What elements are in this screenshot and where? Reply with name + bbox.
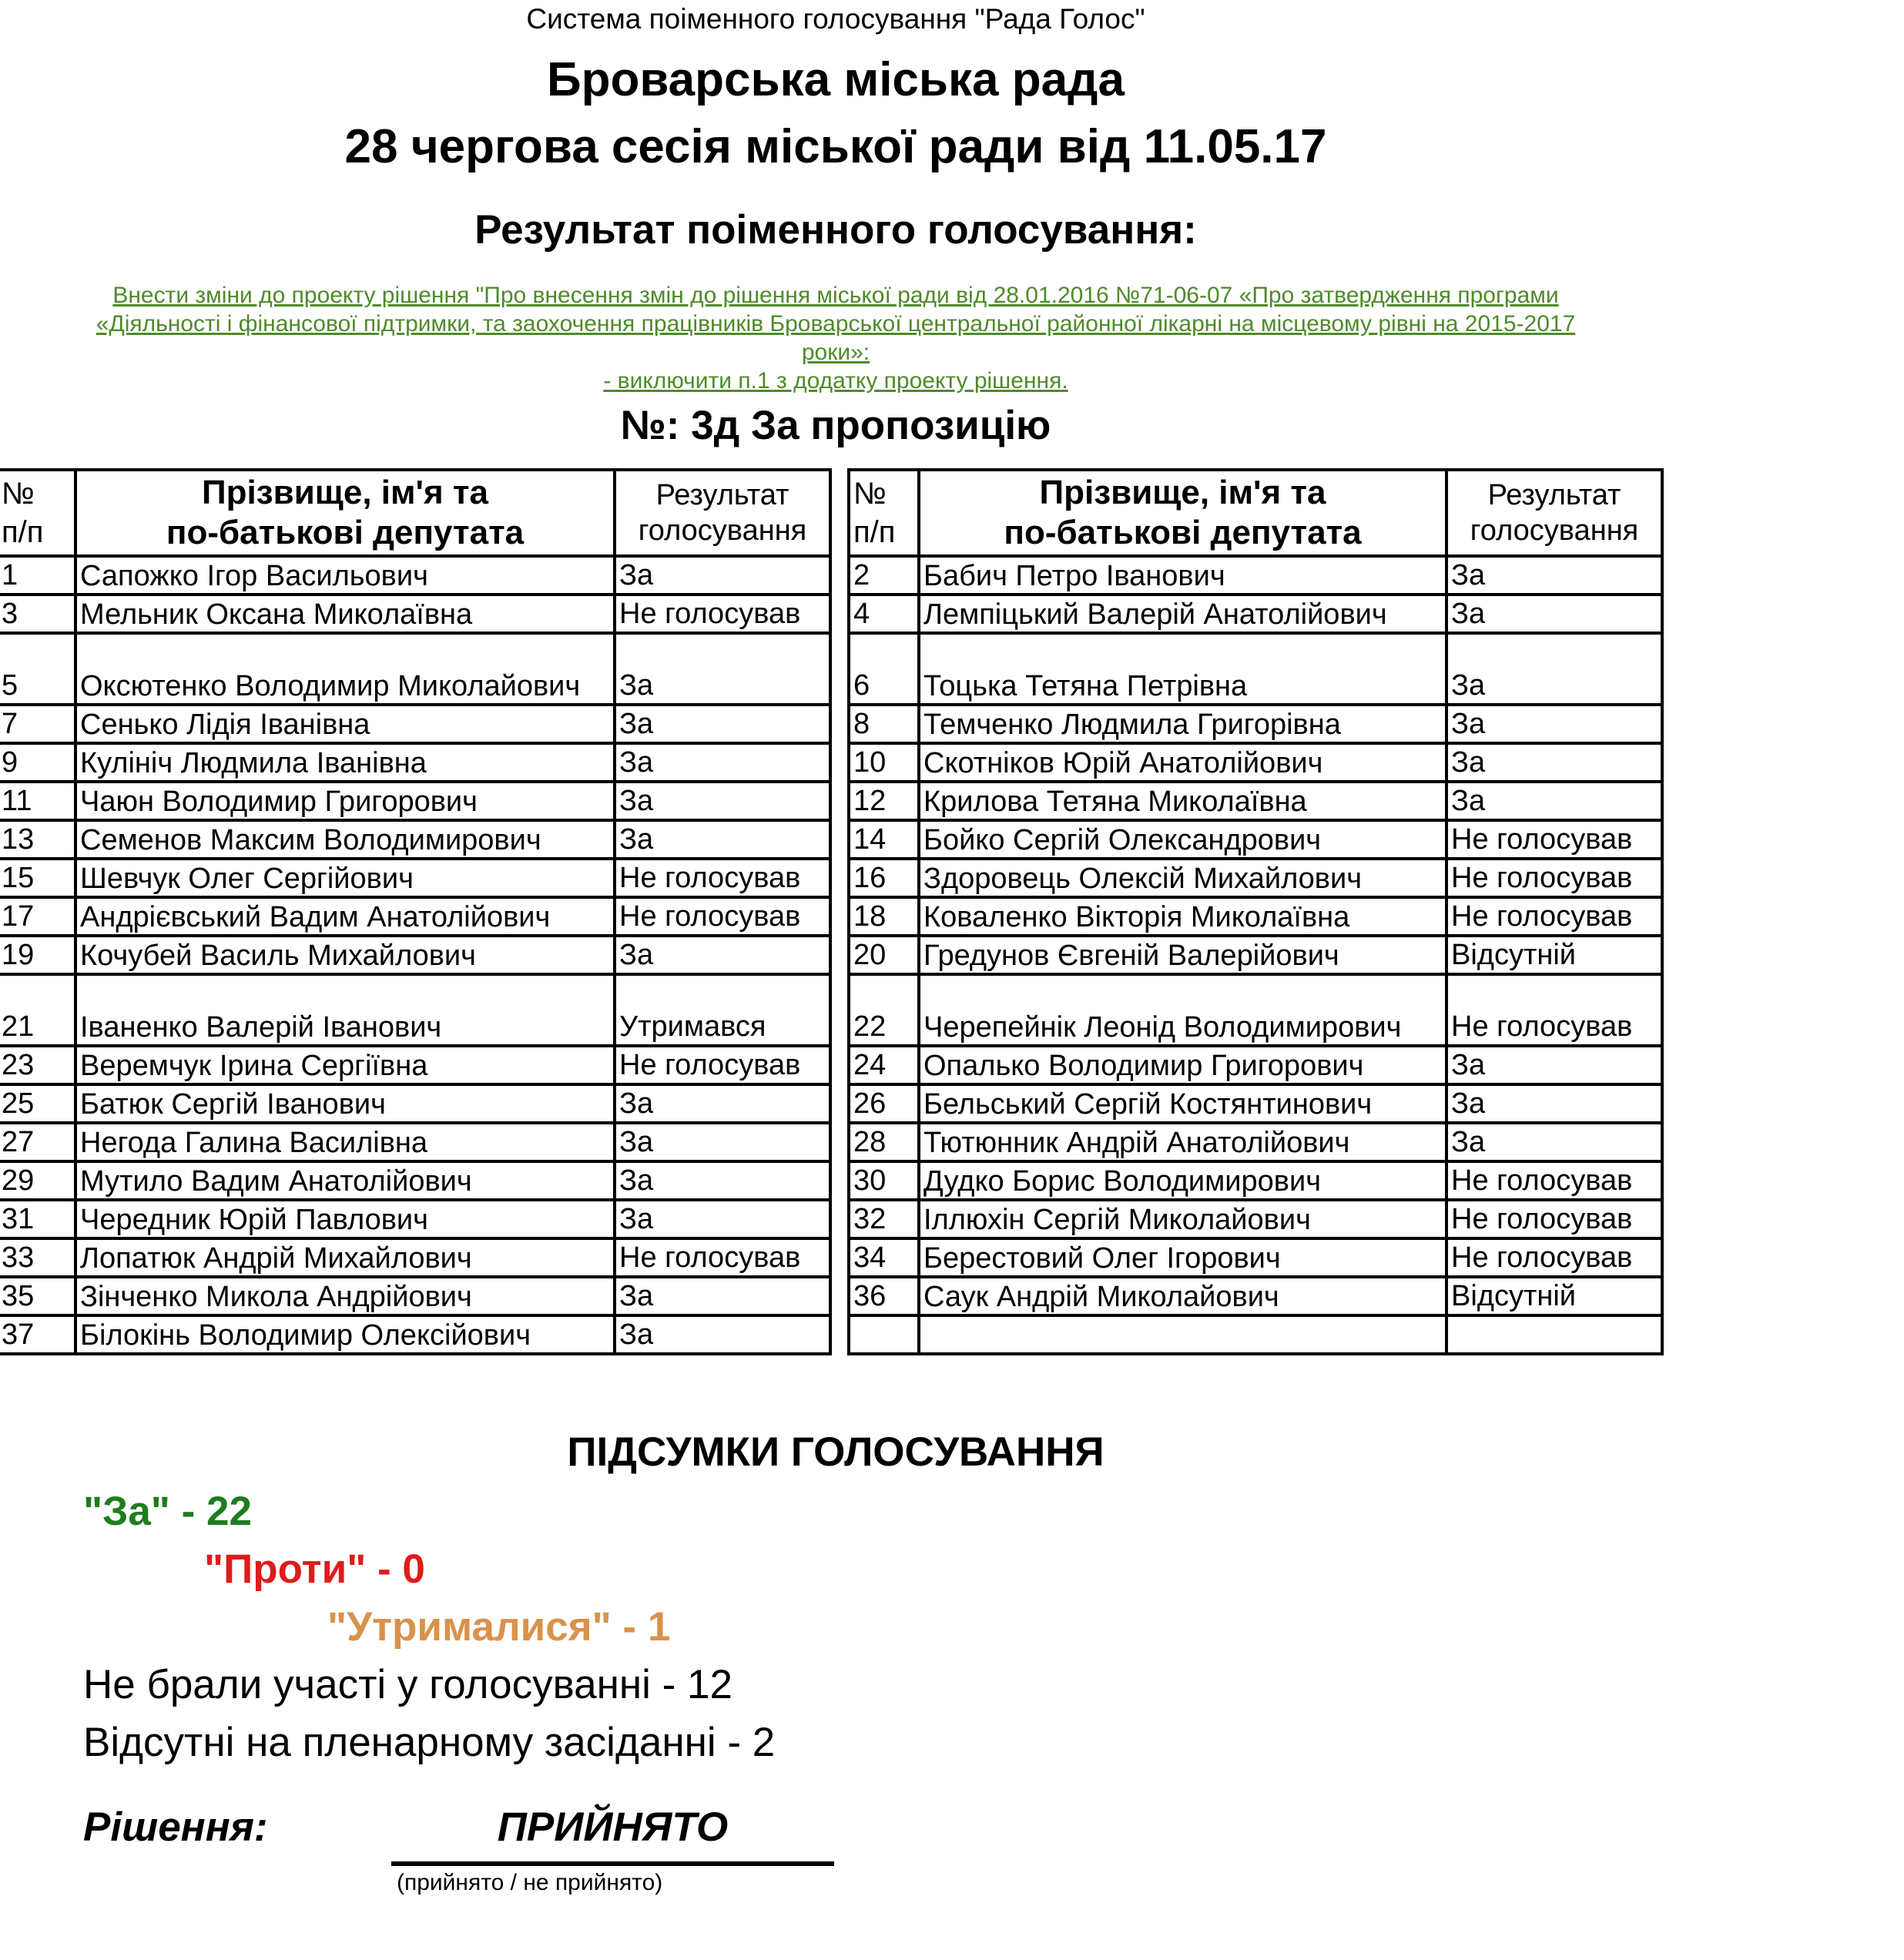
cell-num: 18 — [849, 897, 919, 936]
cell-name: Дудко Борис Володимирович — [919, 1161, 1446, 1200]
table-row — [0, 556, 830, 595]
vote-topic — [0, 281, 1671, 395]
cell-result: За — [615, 1123, 830, 1161]
cell-name: Оксютенко Володимир Миколайович — [75, 633, 615, 705]
table-row — [0, 743, 830, 782]
cell-result: За — [615, 743, 830, 782]
cell-name: Бабич Петро Іванович — [919, 556, 1446, 595]
cell-name: Опалько Володимир Григорович — [919, 1046, 1446, 1084]
column-header-name — [75, 470, 615, 556]
cell-name: Кочубей Василь Михайлович — [75, 936, 615, 974]
cell-result: За — [615, 936, 830, 974]
cell-name: Черепейнік Леонід Володимирович — [919, 974, 1446, 1046]
cell-result: Не голосував — [1446, 974, 1662, 1046]
cell-name: Зінченко Микола Андрійович — [75, 1277, 615, 1315]
table-row — [0, 1315, 830, 1354]
table-row — [0, 1200, 830, 1238]
cell-result: Утримався — [615, 974, 830, 1046]
table-row — [849, 974, 1662, 1046]
cell-name — [919, 1315, 1446, 1354]
table-row — [0, 1046, 830, 1084]
cell-num: 10 — [849, 743, 919, 782]
header-text: № — [853, 477, 887, 511]
summary-for: "За" - 22 — [83, 1489, 252, 1534]
session-title: 28 чергова сесія міської ради від 11.05.17 — [344, 120, 1327, 173]
votes-table-left — [0, 468, 832, 1355]
table-row — [849, 1046, 1662, 1084]
table-row — [0, 820, 830, 859]
table-header-row — [0, 470, 830, 556]
cell-result: За — [615, 705, 830, 743]
cell-result: Не голосував — [615, 1238, 830, 1277]
table-row — [849, 1161, 1662, 1200]
cell-name: Темченко Людмила Григорівна — [919, 705, 1446, 743]
cell-result: За — [615, 633, 830, 705]
summary-not-voted: Не брали участі у голосуванні - 12 — [83, 1662, 733, 1707]
cell-num: 35 — [0, 1277, 75, 1315]
cell-result: Не голосував — [1446, 859, 1662, 897]
cell-name: Бельський Сергій Костянтинович — [919, 1084, 1446, 1123]
column-header-name — [919, 470, 1446, 556]
vote-number: №: 3д За пропозицію — [620, 403, 1051, 448]
cell-name: Шевчук Олег Сергійович — [75, 859, 615, 897]
cell-num: 24 — [849, 1046, 919, 1084]
cell-result: За — [615, 820, 830, 859]
table-row — [0, 936, 830, 974]
cell-name: Гредунов Євгеній Валерійович — [919, 936, 1446, 974]
topic-line: роки»: — [801, 340, 870, 365]
council-title: Броварська міська рада — [547, 53, 1125, 106]
cell-name: Мутило Вадим Анатолійович — [75, 1161, 615, 1200]
table-row — [849, 782, 1662, 820]
table-row — [0, 974, 830, 1046]
votes-table-right — [847, 468, 1664, 1355]
table-row — [849, 1315, 1662, 1354]
table-row — [0, 1161, 830, 1200]
cell-name: Лемпіцький Валерій Анатолійович — [919, 595, 1446, 633]
cell-num: 26 — [849, 1084, 919, 1123]
cell-result: За — [1446, 782, 1662, 820]
column-header-number — [849, 470, 919, 556]
header-text: п/п — [853, 515, 896, 549]
decision-hint: (прийнято / не прийнято) — [397, 1870, 663, 1895]
votes-table-left-body — [0, 556, 830, 1354]
cell-num: 12 — [849, 782, 919, 820]
table-row — [0, 595, 830, 633]
cell-result: За — [615, 1161, 830, 1200]
cell-result: За — [1446, 1123, 1662, 1161]
cell-num: 11 — [0, 782, 75, 820]
decision-underline — [391, 1861, 834, 1866]
column-header-result — [615, 470, 830, 556]
cell-name: Андрієвський Вадим Анатолійович — [75, 897, 615, 936]
table-row — [0, 897, 830, 936]
cell-result: За — [615, 782, 830, 820]
cell-result: За — [1446, 1084, 1662, 1123]
header-text: № — [2, 477, 35, 511]
cell-num: 20 — [849, 936, 919, 974]
cell-num: 8 — [849, 705, 919, 743]
cell-num: 13 — [0, 820, 75, 859]
cell-result — [1446, 1315, 1662, 1354]
cell-result: Не голосував — [1446, 820, 1662, 859]
cell-name: Сапожко Ігор Васильович — [75, 556, 615, 595]
cell-result: Не голосував — [1446, 1200, 1662, 1238]
table-row — [849, 1277, 1662, 1315]
table-row — [849, 820, 1662, 859]
cell-num: 16 — [849, 859, 919, 897]
cell-name: Кулініч Людмила Іванівна — [75, 743, 615, 782]
topic-line: «Діяльності і фінансової підтримки, та заохочення працівників Броварської центральної районної лікарні на місцевому рівні на 2015-2017 — [96, 311, 1576, 337]
cell-num: 27 — [0, 1123, 75, 1161]
header-text: п/п — [2, 515, 44, 549]
cell-num: 30 — [849, 1161, 919, 1200]
cell-name: Негода Галина Василівна — [75, 1123, 615, 1161]
cell-name: Тютюнник Андрій Анатолійович — [919, 1123, 1446, 1161]
cell-name: Сенько Лідія Іванівна — [75, 705, 615, 743]
table-row — [849, 936, 1662, 974]
cell-result: За — [615, 556, 830, 595]
cell-name: Тоцька Тетяна Петрівна — [919, 633, 1446, 705]
table-row — [0, 1277, 830, 1315]
cell-num: 14 — [849, 820, 919, 859]
decision-value: ПРИЙНЯТО — [497, 1804, 729, 1850]
cell-name: Крилова Тетяна Миколаївна — [919, 782, 1446, 820]
cell-num: 22 — [849, 974, 919, 1046]
cell-result: За — [1446, 705, 1662, 743]
cell-num: 29 — [0, 1161, 75, 1200]
cell-name: Здоровець Олексій Михайлович — [919, 859, 1446, 897]
cell-num: 9 — [0, 743, 75, 782]
cell-name: Саук Андрій Миколайович — [919, 1277, 1446, 1315]
cell-num: 19 — [0, 936, 75, 974]
cell-result: Не голосував — [615, 1046, 830, 1084]
cell-name: Іваненко Валерій Іванович — [75, 974, 615, 1046]
topic-line: Внести зміни до проекту рішення "Про внесення змін до рішення міської ради від 28.01.2016 №71-06-07 «Про затвердження програми — [112, 283, 1559, 308]
cell-result: Відсутній — [1446, 1277, 1662, 1315]
header-text: голосування — [638, 514, 807, 547]
table-row — [0, 633, 830, 705]
cell-name: Веремчук Ірина Сергіївна — [75, 1046, 615, 1084]
table-row — [849, 1200, 1662, 1238]
table-row — [849, 705, 1662, 743]
system-name: Система поіменного голосування "Рада Голос" — [526, 3, 1145, 35]
cell-num: 6 — [849, 633, 919, 705]
column-header-number — [0, 470, 75, 556]
cell-num: 5 — [0, 633, 75, 705]
cell-num: 21 — [0, 974, 75, 1046]
cell-name: Чаюн Володимир Григорович — [75, 782, 615, 820]
table-row — [849, 1123, 1662, 1161]
summary-absent: Відсутні на пленарному засіданні - 2 — [83, 1720, 776, 1765]
cell-num: 2 — [849, 556, 919, 595]
cell-name: Мельник Оксана Миколаївна — [75, 595, 615, 633]
cell-name: Коваленко Вікторія Миколаївна — [919, 897, 1446, 936]
table-row — [0, 1238, 830, 1277]
cell-name: Батюк Сергій Іванович — [75, 1084, 615, 1123]
table-row — [849, 1084, 1662, 1123]
cell-result: За — [1446, 595, 1662, 633]
table-row — [849, 1238, 1662, 1277]
cell-result: За — [615, 1277, 830, 1315]
cell-result: Не голосував — [1446, 1161, 1662, 1200]
votes-table-right-body — [849, 556, 1662, 1354]
table-row — [849, 556, 1662, 595]
cell-num: 7 — [0, 705, 75, 743]
table-row — [849, 743, 1662, 782]
header-text: Прізвище, ім'я та — [1039, 474, 1326, 511]
table-row — [849, 897, 1662, 936]
cell-result: За — [1446, 743, 1662, 782]
cell-name: Іллюхін Сергій Миколайович — [919, 1200, 1446, 1238]
header-text: Прізвище, ім'я та — [202, 474, 488, 511]
table-row — [0, 782, 830, 820]
header-text: Результат — [1487, 479, 1621, 511]
cell-result: Не голосував — [615, 859, 830, 897]
cell-num: 23 — [0, 1046, 75, 1084]
cell-num: 37 — [0, 1315, 75, 1354]
cell-num: 28 — [849, 1123, 919, 1161]
cell-result: Не голосував — [615, 595, 830, 633]
cell-result: За — [615, 1200, 830, 1238]
cell-num: 34 — [849, 1238, 919, 1277]
summary-against: "Проти" - 0 — [204, 1546, 425, 1592]
summary-abstained: "Утрималися" - 1 — [327, 1604, 671, 1650]
cell-num: 3 — [0, 595, 75, 633]
topic-line: - виключити п.1 з додатку проекту рішення. — [603, 368, 1068, 394]
table-row — [849, 595, 1662, 633]
cell-result: Не голосував — [615, 897, 830, 936]
cell-result: Не голосував — [1446, 897, 1662, 936]
cell-num — [849, 1315, 919, 1354]
table-row — [0, 1123, 830, 1161]
cell-num: 25 — [0, 1084, 75, 1123]
cell-name: Берестовий Олег Ігорович — [919, 1238, 1446, 1277]
cell-result: Відсутній — [1446, 936, 1662, 974]
cell-name: Бойко Сергій Олександрович — [919, 820, 1446, 859]
header-text: по-батькові депутата — [1004, 514, 1362, 551]
cell-num: 4 — [849, 595, 919, 633]
cell-num: 31 — [0, 1200, 75, 1238]
column-header-result — [1446, 470, 1662, 556]
table-row — [0, 859, 830, 897]
table-row — [849, 633, 1662, 705]
table-row — [0, 1084, 830, 1123]
header-text: Результат — [655, 479, 789, 511]
cell-num: 15 — [0, 859, 75, 897]
table-row — [849, 859, 1662, 897]
table-row — [0, 705, 830, 743]
cell-result: Не голосував — [1446, 1238, 1662, 1277]
table-header-row — [849, 470, 1662, 556]
cell-num: 32 — [849, 1200, 919, 1238]
cell-result: За — [1446, 1046, 1662, 1084]
cell-num: 1 — [0, 556, 75, 595]
cell-result: За — [1446, 556, 1662, 595]
header-text: по-батькові депутата — [166, 514, 525, 551]
cell-num: 36 — [849, 1277, 919, 1315]
cell-name: Чередник Юрій Павлович — [75, 1200, 615, 1238]
cell-result: За — [615, 1315, 830, 1354]
header-text: голосування — [1470, 514, 1639, 547]
decision-label: Рішення: — [83, 1804, 268, 1850]
cell-result: За — [615, 1084, 830, 1123]
cell-result: За — [1446, 633, 1662, 705]
cell-num: 33 — [0, 1238, 75, 1277]
result-title: Результат поіменного голосування: — [474, 207, 1197, 253]
cell-name: Семенов Максим Володимирович — [75, 820, 615, 859]
cell-name: Білокінь Володимир Олексійович — [75, 1315, 615, 1354]
cell-name: Скотніков Юрій Анатолійович — [919, 743, 1446, 782]
cell-name: Лопатюк Андрій Михайлович — [75, 1238, 615, 1277]
summary-title: ПІДСУМКИ ГОЛОСУВАННЯ — [567, 1429, 1105, 1475]
cell-num: 17 — [0, 897, 75, 936]
